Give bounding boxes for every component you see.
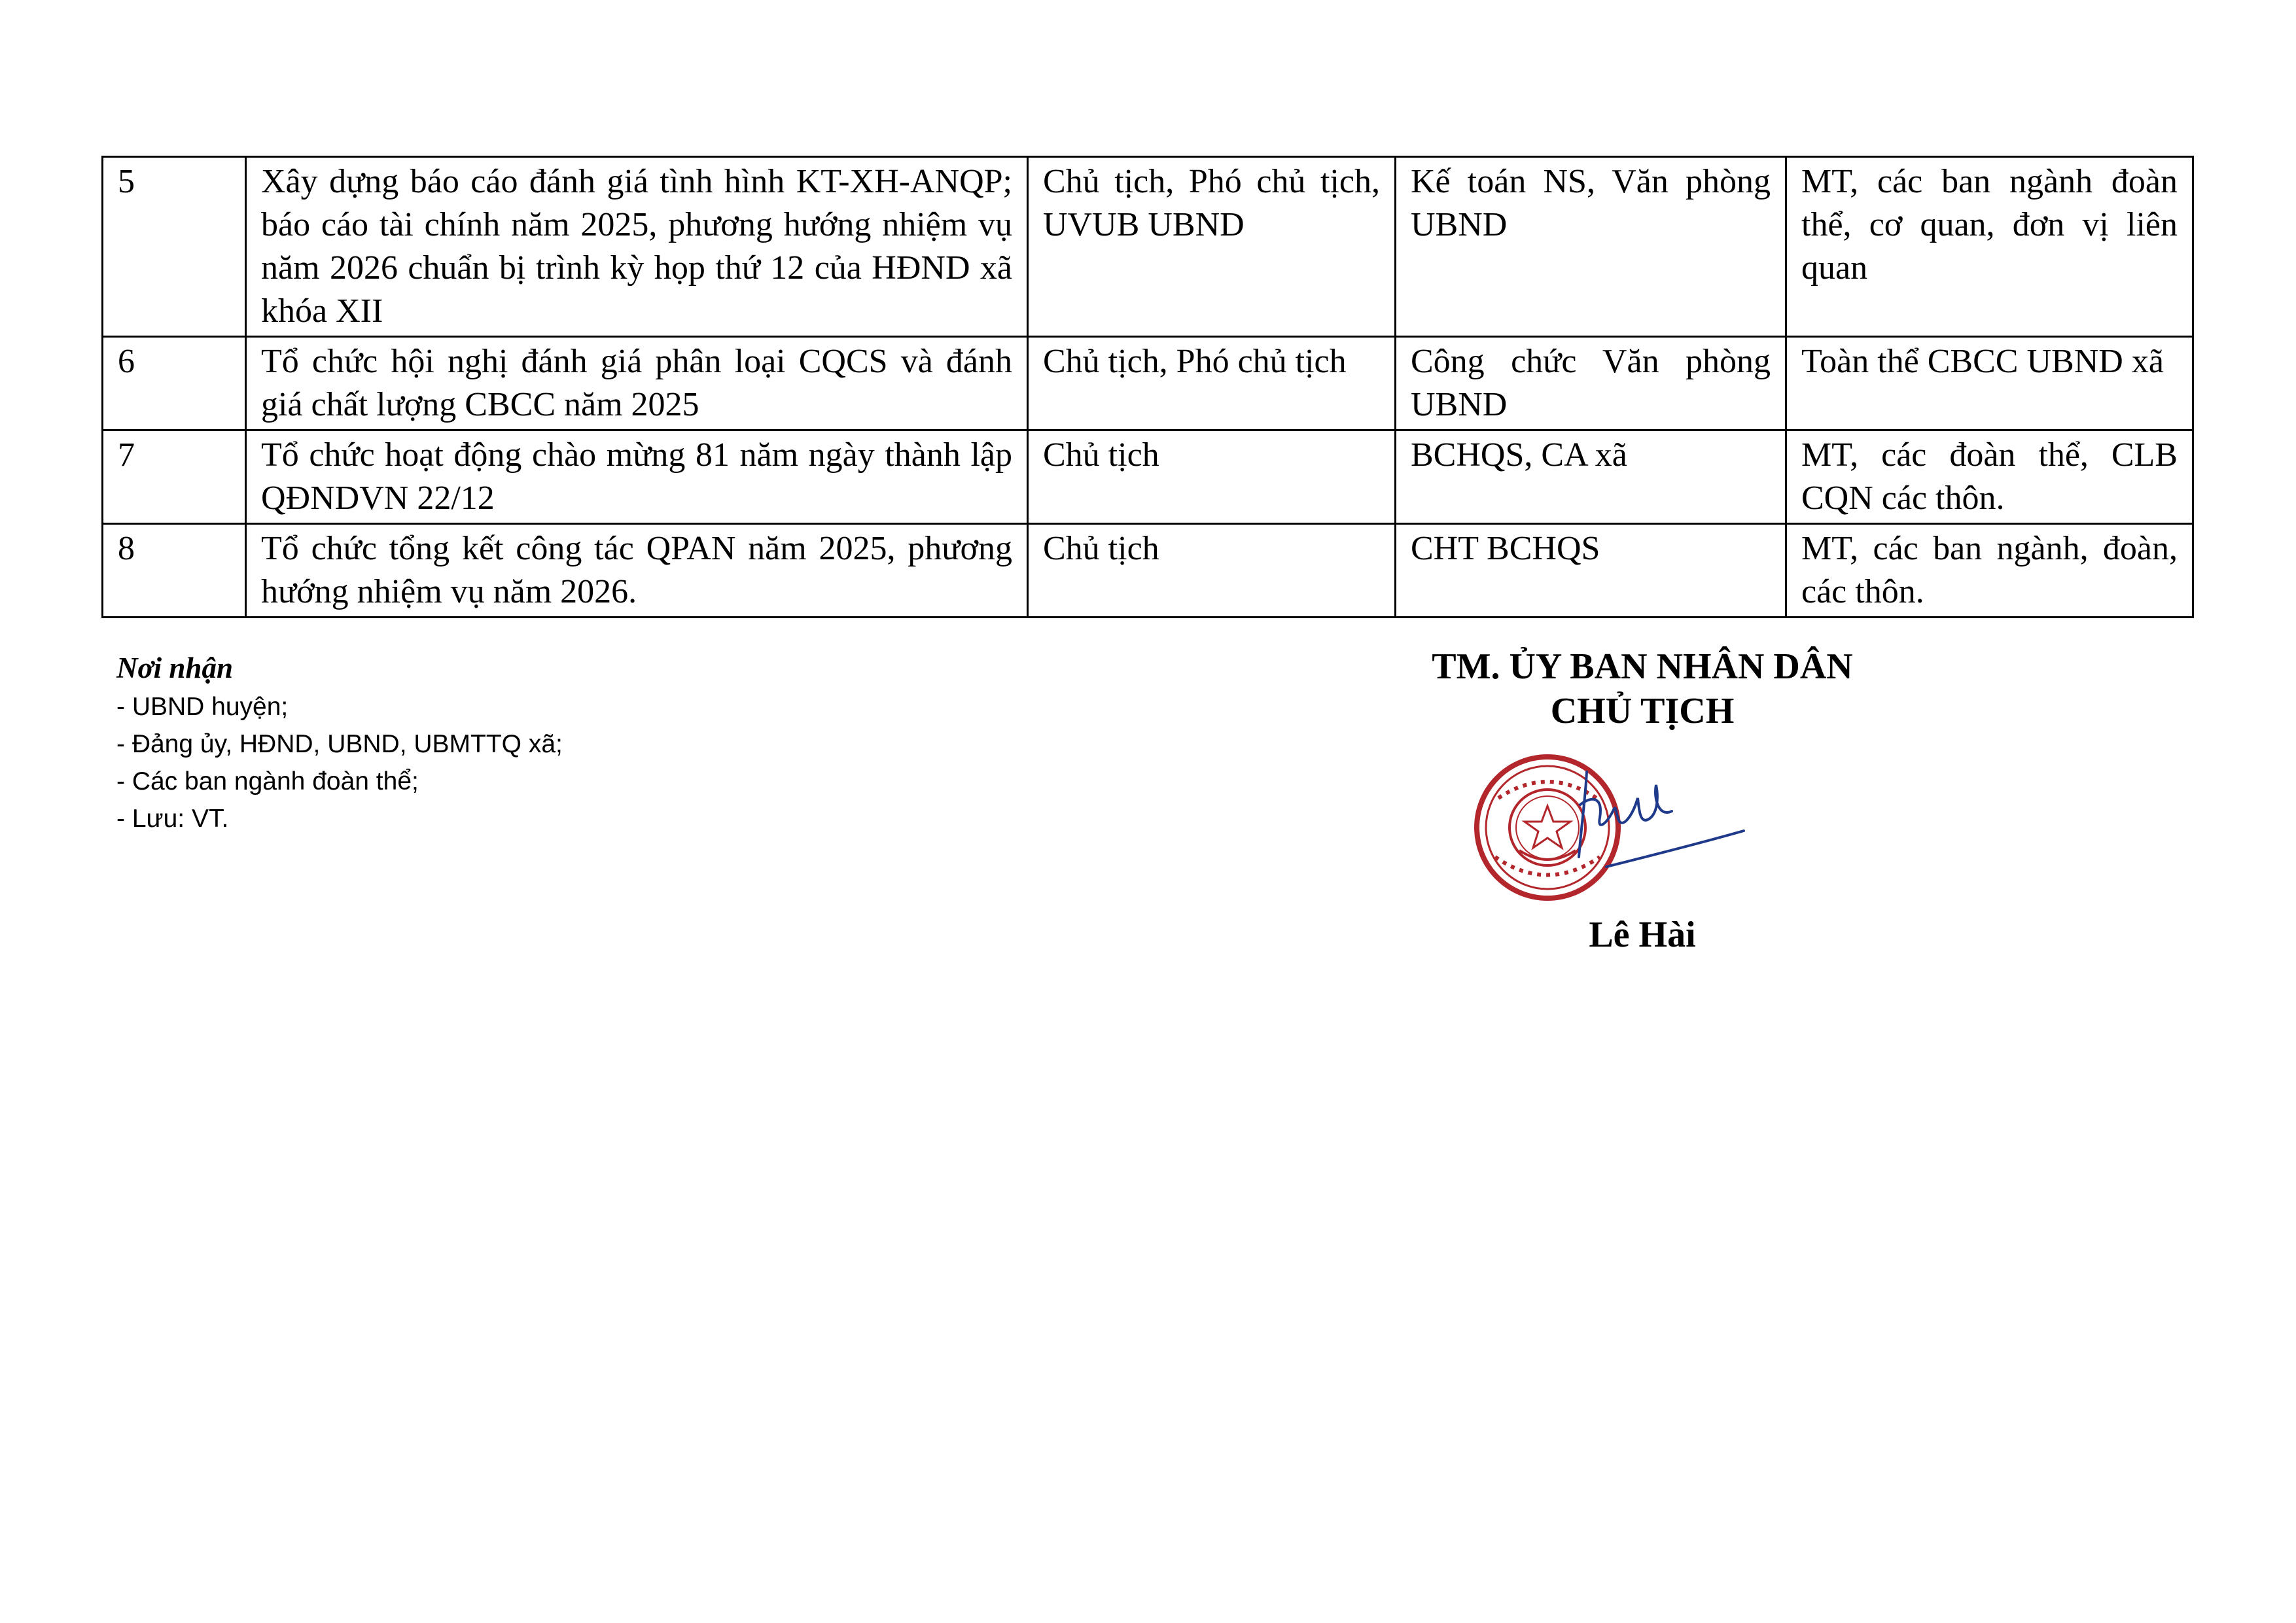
table-row xyxy=(103,337,2193,430)
cell-leader: Chủ tịch, Phó chủ tịch, UVUB UBND xyxy=(1028,157,1396,337)
cell-leader: Chủ tịch xyxy=(1028,524,1396,618)
table-row xyxy=(103,524,2193,618)
list-item: - Đảng ủy, HĐND, UBND, UBMTTQ xã; xyxy=(116,730,563,758)
recipients-list xyxy=(116,688,563,837)
cell-lead-unit: Kế toán NS, Văn phòng UBND xyxy=(1396,157,1786,337)
cell-leader: Chủ tịch xyxy=(1028,430,1396,524)
signature-title-line: CHỦ TỊCH xyxy=(1550,691,1735,731)
cell-coordinating: Toàn thể CBCC UBND xã xyxy=(1786,337,2193,430)
list-item: - Các ban ngành đoàn thể; xyxy=(116,767,419,795)
signature-heading xyxy=(1335,644,1950,733)
cell-stt: 7 xyxy=(103,430,246,524)
cell-leader: Chủ tịch, Phó chủ tịch xyxy=(1028,337,1396,430)
cell-stt: 6 xyxy=(103,337,246,430)
cell-coordinating: MT, các ban ngành, đoàn, các thôn. xyxy=(1786,524,2193,618)
cell-coordinating: MT, các đoàn thể, CLB CQN các thôn. xyxy=(1786,430,2193,524)
list-item: - Lưu: VT. xyxy=(116,805,229,833)
cell-stt: 5 xyxy=(103,157,246,337)
cell-stt: 8 xyxy=(103,524,246,618)
cell-lead-unit: CHT BCHQS xyxy=(1396,524,1786,618)
cell-content: Tổ chức hoạt động chào mừng 81 năm ngày thành lập QĐNDVN 22/12 xyxy=(246,430,1028,524)
list-item: - UBND huyện; xyxy=(116,693,289,721)
cell-lead-unit: Công chức Văn phòng UBND xyxy=(1396,337,1786,430)
task-table xyxy=(101,156,2194,618)
cell-lead-unit: BCHQS, CA xã xyxy=(1396,430,1786,524)
cell-content: Xây dựng báo cáo đánh giá tình hình KT-XH-ANQP; báo cáo tài chính năm 2025, phương hướng nhiệm vụ năm 2026 chuẩn bị trình kỳ họp thứ 12 của HĐND xã khóa XII xyxy=(246,157,1028,337)
cell-coordinating: MT, các ban ngành đoàn thể, cơ quan, đơn vị liên quan xyxy=(1786,157,2193,337)
recipients-title: Nơi nhận xyxy=(116,652,233,684)
handwritten-signature-icon xyxy=(1567,759,1750,870)
table-row xyxy=(103,157,2193,337)
recipients-block xyxy=(116,648,563,837)
table-row xyxy=(103,430,2193,524)
signer-name: Lê Hài xyxy=(1589,915,1696,955)
signature-org-line: TM. ỦY BAN NHÂN DÂN xyxy=(1432,646,1853,687)
cell-content: Tổ chức hội nghị đánh giá phân loại CQCS và đánh giá chất lượng CBCC năm 2025 xyxy=(246,337,1028,430)
cell-content: Tổ chức tổng kết công tác QPAN năm 2025, phương hướng nhiệm vụ năm 2026. xyxy=(246,524,1028,618)
